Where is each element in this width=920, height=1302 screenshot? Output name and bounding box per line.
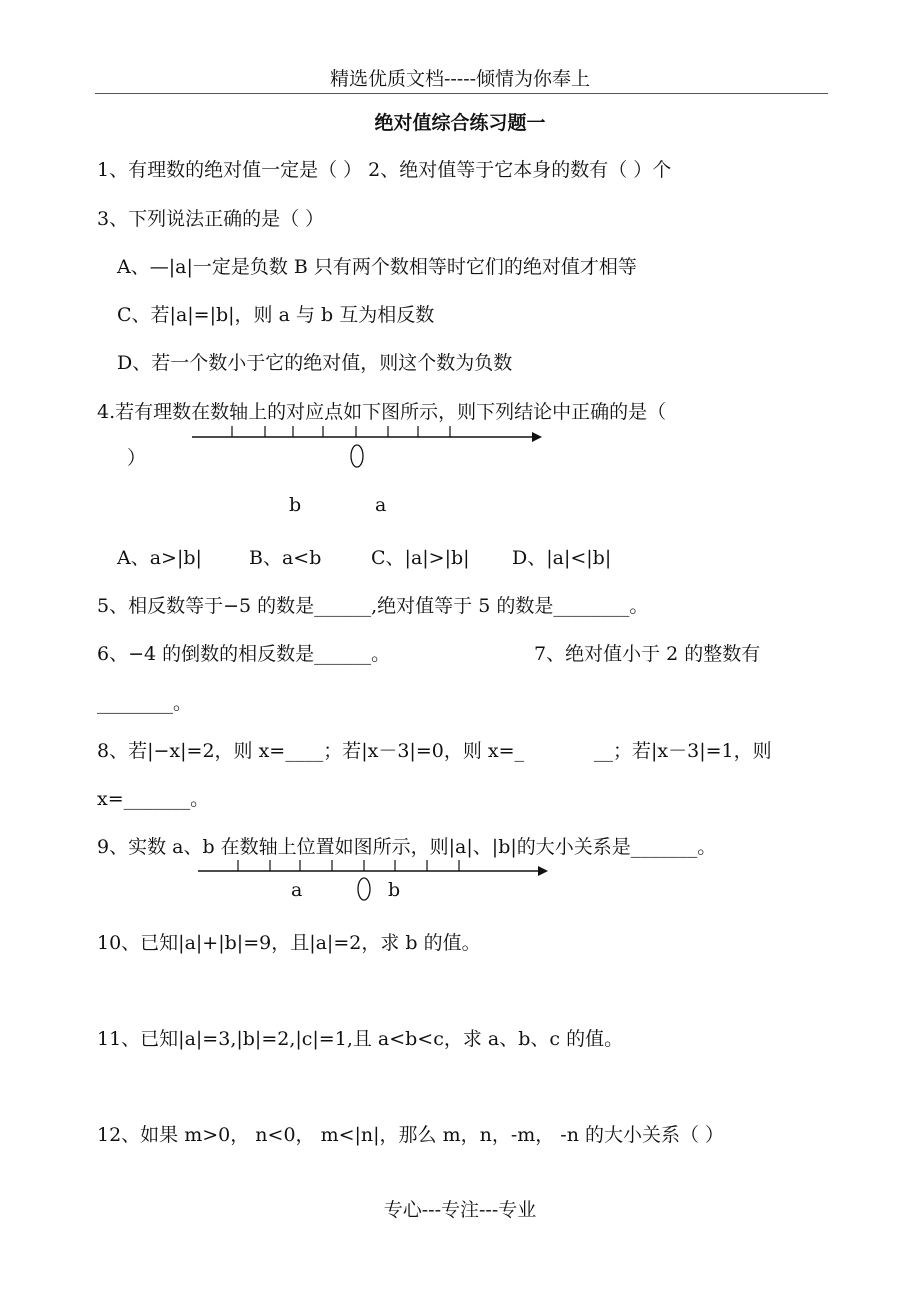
question-6: 6、−4 的倒数的相反数是______。 — [97, 643, 391, 665]
question-4-option-a: A、a>|b| — [117, 547, 202, 569]
question-1-2: 1、有理数的绝对值一定是（ ） 2、绝对值等于它本身的数有（ ）个 — [97, 159, 672, 181]
worksheet-title: 绝对值综合练习题一 — [374, 112, 546, 134]
page-footer: 专心---专注---专业 — [383, 1199, 537, 1221]
question-4-option-c: C、|a|>|b| — [371, 547, 470, 569]
question-7-blank: ________。 — [97, 692, 193, 714]
question-10: 10、已知|a|+|b|=9，且|a|=2，求 b 的值。 — [97, 932, 481, 954]
question-3-stem: 3、下列说法正确的是（ ） — [97, 208, 325, 230]
question-4-stem: 4.若有理数在数轴上的对应点如下图所示，则下列结论中正确的是（ — [97, 401, 667, 423]
question-12: 12、如果 m>0， n<0， m<|n|，那么 m，n，-m， -n 的大小关系（ ） — [97, 1124, 725, 1146]
q9-label-a: a — [291, 879, 303, 901]
question-3-option-a-b: A、—|a|一定是负数 B 只有两个数相等时它们的绝对值才相等 — [117, 256, 637, 278]
page-header: 精选优质文档-----倾情为你奉上 — [329, 68, 591, 90]
question-4-option-d: D、|a|<|b| — [512, 547, 612, 569]
question-8-part1: 8、若|−x|=2，则 x=____；若|x－3|=0，则 x=_ — [97, 740, 524, 762]
question-3-option-c: C、若|a|=|b|，则 a 与 b 互为相反数 — [117, 304, 435, 326]
axis-arrowhead — [538, 866, 548, 876]
question-11: 11、已知|a|=3,|b|=2,|c|=1,且 a<b<c，求 a、b、c 的值。 — [97, 1028, 624, 1050]
question-8-part2: __；若|x－3|=1，则 — [594, 740, 772, 762]
q4-label-b: b — [289, 494, 302, 516]
question-4-paren: ） — [127, 447, 147, 469]
question-4-option-b: B、a<b — [249, 547, 322, 569]
question-8-part3: x=_______。 — [97, 788, 210, 810]
q4-label-a: a — [375, 494, 387, 516]
question-9-stem: 9、实数 a、b 在数轴上位置如图所示，则|a|、|b|的大小关系是_______。 — [97, 836, 717, 858]
q9-label-b: b — [388, 879, 401, 901]
origin-zero-mark — [351, 445, 363, 467]
axis-arrowhead — [532, 432, 542, 442]
question-5: 5、相反数等于−5 的数是______,绝对值等于 5 的数是________。 — [97, 595, 649, 617]
origin-zero-mark — [358, 878, 370, 900]
question-3-option-d: D、若一个数小于它的绝对值，则这个数为负数 — [117, 352, 513, 374]
question-7-stem: 7、绝对值小于 2 的整数有 — [534, 643, 761, 665]
